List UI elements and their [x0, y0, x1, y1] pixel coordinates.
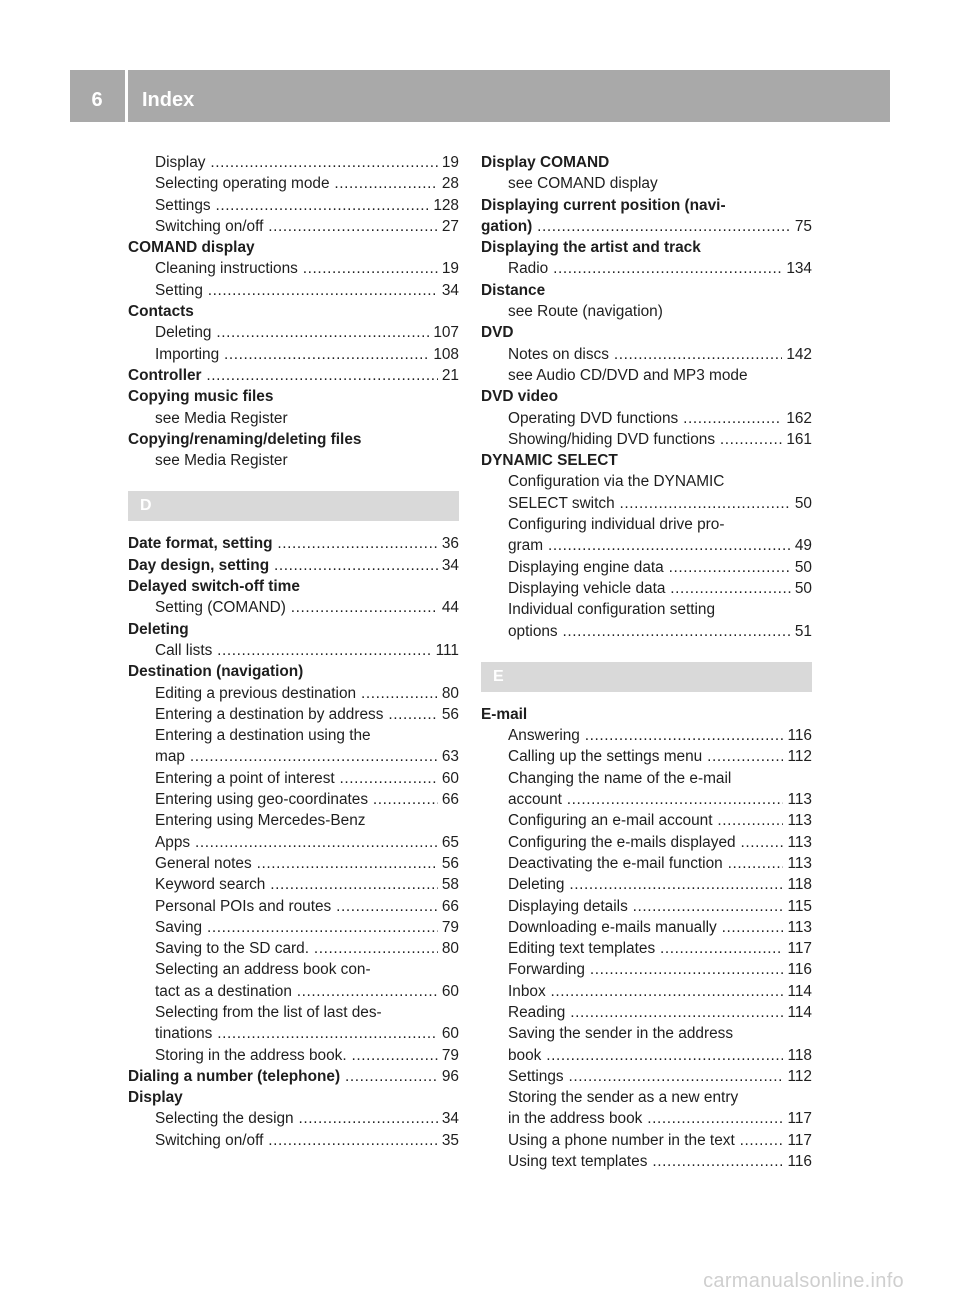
page-ref: 113 [783, 853, 812, 874]
page-ref: 114 [783, 1002, 812, 1023]
page-ref: 79 [438, 917, 459, 938]
entry-text: Controller [128, 366, 202, 384]
page-ref: 66 [438, 896, 459, 917]
page-ref: 79 [438, 1045, 459, 1066]
entry-text: Configuring the e-mails displayed [508, 833, 736, 851]
watermark: carmanualsonline.info [703, 1270, 904, 1292]
page-ref: 36 [438, 533, 459, 554]
index-column-right [481, 152, 812, 1172]
entry-text: DYNAMIC SELECT [481, 452, 618, 470]
letter-heading: E [481, 662, 812, 692]
entry-text: Calling up the settings menu [508, 748, 703, 766]
page-ref: 116 [783, 959, 812, 980]
page-ref: 21 [438, 365, 459, 386]
index-entry [128, 661, 459, 682]
index-entry [128, 1066, 459, 1087]
entry-text: see Audio CD/DVD and MP3 mode [508, 366, 748, 384]
entry-text: Displaying the artist and track [481, 239, 701, 257]
entry-text: Contacts [128, 303, 194, 321]
index-subentry [481, 429, 812, 450]
entry-text: Using text templates [508, 1153, 648, 1171]
page-ref: 60 [438, 768, 459, 789]
entry-text: tinations [155, 1025, 213, 1043]
index-subentry [481, 981, 812, 1002]
index-subentry [128, 959, 459, 980]
page-ref: 161 [782, 429, 812, 450]
entry-text: SELECT switch [508, 494, 615, 512]
index-entry [128, 429, 459, 450]
index-subentry [481, 1130, 812, 1151]
page-ref: 60 [438, 981, 459, 1002]
page-ref: 117 [783, 1108, 812, 1129]
index-subentry [128, 640, 459, 661]
entry-text: Individual configuration setting [508, 601, 716, 619]
page-ref: 142 [782, 344, 812, 365]
page-ref: 134 [782, 258, 812, 279]
entry-text: map [155, 748, 185, 766]
page-ref: 113 [783, 789, 812, 810]
entry-text: Changing the name of the e-mail [508, 769, 732, 787]
index-subentry [128, 344, 459, 365]
page-ref: 113 [783, 832, 812, 853]
entry-text: Configuring an e-mail account [508, 812, 713, 830]
index-subentry [481, 471, 812, 492]
page-ref: 80 [438, 938, 459, 959]
entry-text: Selecting from the list of last des- [155, 1003, 382, 1021]
page-ref: 162 [782, 408, 812, 429]
page-ref: 113 [783, 917, 812, 938]
index-subentry [128, 450, 459, 471]
page-ref: 113 [783, 810, 812, 831]
entry-text: Displaying current position (navi- [481, 196, 726, 214]
page-ref: 49 [791, 535, 812, 556]
page-ref: 58 [438, 874, 459, 895]
page-ref: 34 [438, 280, 459, 301]
index-entry [481, 237, 812, 258]
entry-text: Displaying details [508, 897, 628, 915]
entry-text: Apps [155, 833, 191, 851]
index-subentry [481, 258, 812, 279]
entry-text: Notes on discs [508, 345, 609, 363]
entry-text: Selecting the design [155, 1110, 294, 1128]
entry-text: Using a phone number in the text [508, 1131, 735, 1149]
index-subentry [481, 365, 812, 386]
entry-text: Copying/renaming/deleting files [128, 430, 362, 448]
index-subentry [481, 938, 812, 959]
page-ref: 111 [432, 640, 459, 661]
entry-text: Day design, setting [128, 556, 270, 574]
page-ref: 116 [783, 725, 812, 746]
entry-text: Answering [508, 727, 580, 745]
index-subentry [128, 280, 459, 301]
index-subentry [481, 1151, 812, 1172]
entry-text: Storing in the address book. [155, 1046, 347, 1064]
entry-text: see Route (navigation) [508, 303, 663, 321]
page-ref: 63 [438, 746, 459, 767]
page-header [70, 70, 890, 122]
entry-text: Entering a destination by address [155, 705, 384, 723]
index-subentry [481, 896, 812, 917]
entry-text: Saving to the SD card. [155, 940, 309, 958]
page-ref: 28 [438, 173, 459, 194]
index-subentry [128, 152, 459, 173]
page-ref: 19 [438, 152, 459, 173]
entry-text: Copying music files [128, 388, 274, 406]
index-subentry [481, 768, 812, 789]
index-subentry [481, 746, 812, 767]
page-number: 6 [91, 89, 103, 111]
entry-text: Display COMAND [481, 154, 610, 171]
page-ref: 80 [438, 683, 459, 704]
entry-text: gation) [481, 217, 533, 235]
entry-text: Settings [155, 196, 211, 214]
index-subentry [481, 1066, 812, 1087]
page-ref: 56 [438, 704, 459, 725]
index-subentry [128, 195, 459, 216]
index-subentry [128, 173, 459, 194]
entry-text: Configuring individual drive pro- [508, 516, 725, 534]
index-subentry [128, 981, 459, 1002]
index-subentry [481, 725, 812, 746]
entry-text: Storing the sender as a new entry [508, 1089, 739, 1107]
index-subentry [128, 832, 459, 853]
page-ref: 128 [429, 195, 459, 216]
index-subentry [128, 768, 459, 789]
page-ref: 116 [783, 1151, 812, 1172]
page-ref: 118 [783, 874, 812, 895]
entry-text: DVD video [481, 388, 558, 406]
entry-text: General notes [155, 854, 252, 872]
entry-text: see Media Register [155, 452, 288, 470]
page-ref: 50 [791, 557, 812, 578]
page-ref: 50 [791, 578, 812, 599]
index-subentry [481, 1023, 812, 1044]
index-entry [128, 555, 459, 576]
entry-text: Selecting an address book con- [155, 961, 371, 979]
index-subentry [481, 874, 812, 895]
entry-text: Forwarding [508, 961, 585, 979]
index-entry [481, 386, 812, 407]
index-entry [481, 216, 812, 237]
page-ref: 35 [438, 1130, 459, 1151]
index-subentry [481, 599, 812, 620]
entry-text: Displaying engine data [508, 558, 664, 576]
entry-text: tact as a destination [155, 982, 292, 1000]
entry-text: Call lists [155, 641, 213, 659]
index-subentry [128, 1130, 459, 1151]
index-subentry [481, 557, 812, 578]
index-subentry [128, 597, 459, 618]
index-subentry [128, 917, 459, 938]
index-entry [128, 237, 459, 258]
entry-text: gram [508, 537, 544, 555]
entry-text: Radio [508, 260, 549, 278]
entry-text: Setting (COMAND) [155, 599, 286, 617]
index-subentry [128, 408, 459, 429]
index-subentry [481, 959, 812, 980]
entry-text: Deleting [128, 620, 189, 638]
entry-text: Reading [508, 1003, 566, 1021]
entry-text: Deactivating the e-mail function [508, 854, 723, 872]
entry-text: account [508, 791, 562, 809]
index-subentry [481, 832, 812, 853]
entry-text: Switching on/off [155, 217, 264, 235]
entry-text: Entering using Mercedes-Benz [155, 812, 366, 830]
index-subentry [481, 173, 812, 194]
page-ref: 51 [791, 621, 812, 642]
index-subentry [481, 493, 812, 514]
index-subentry [128, 789, 459, 810]
entry-text: Display [128, 1089, 183, 1107]
entry-text: Setting [155, 281, 203, 299]
index-subentry [481, 1045, 812, 1066]
entry-text: in the address book [508, 1110, 643, 1128]
entry-text: Display [155, 154, 206, 171]
index-subentry [128, 725, 459, 746]
index-subentry [128, 853, 459, 874]
index-subentry [128, 938, 459, 959]
entry-text: see COMAND display [508, 175, 658, 193]
entry-text: Showing/hiding DVD functions [508, 430, 716, 448]
page-ref: 66 [438, 789, 459, 810]
entry-text: Entering using geo-coordinates [155, 791, 369, 809]
page-ref: 75 [791, 216, 812, 237]
index-subentry [128, 1002, 459, 1023]
index-entry [128, 386, 459, 407]
entry-text: Saving the sender in the address [508, 1025, 734, 1043]
page-ref: 112 [783, 1066, 812, 1087]
index-subentry [481, 535, 812, 556]
index-entry [128, 619, 459, 640]
page-ref: 44 [438, 597, 459, 618]
index-subentry [481, 1108, 812, 1129]
entry-text: Dialing a number (telephone) [128, 1067, 341, 1085]
entry-text: Editing a previous destination [155, 684, 357, 702]
page-ref: 96 [438, 1066, 459, 1087]
index-subentry [128, 704, 459, 725]
index-subentry [128, 874, 459, 895]
index-subentry [481, 1002, 812, 1023]
entry-text: Displaying vehicle data [508, 579, 666, 597]
entry-text: Destination (navigation) [128, 663, 304, 681]
index-subentry [128, 322, 459, 343]
index-entry [128, 533, 459, 554]
page-ref: 60 [438, 1023, 459, 1044]
page-ref: 65 [438, 832, 459, 853]
header-divider [125, 70, 128, 122]
index-entry [481, 450, 812, 471]
page-ref: 56 [438, 853, 459, 874]
entry-text: Importing [155, 345, 220, 363]
page-ref: 112 [783, 746, 812, 767]
index-subentry [128, 216, 459, 237]
entry-text: Downloading e-mails manually [508, 918, 717, 936]
index-subentry [128, 1108, 459, 1129]
index-subentry [481, 344, 812, 365]
entry-text: Personal POIs and routes [155, 897, 332, 915]
index-subentry [128, 746, 459, 767]
page-ref: 34 [438, 555, 459, 576]
index-subentry [481, 578, 812, 599]
index-entry [481, 195, 812, 216]
page-ref: 117 [783, 938, 812, 959]
page-ref: 115 [783, 896, 812, 917]
entry-text: see Media Register [155, 409, 288, 427]
page-ref: 117 [783, 1130, 812, 1151]
index-subentry [481, 853, 812, 874]
index-entry [481, 704, 812, 725]
page-ref: 108 [429, 344, 459, 365]
page-ref: 107 [429, 322, 459, 343]
entry-text: DVD [481, 324, 514, 342]
entry-text: Saving [155, 918, 203, 936]
section-title: Index [142, 89, 195, 111]
entry-text: Editing text templates [508, 940, 656, 958]
index-subentry [128, 1023, 459, 1044]
index-subentry [128, 896, 459, 917]
entry-text: Deleting [508, 876, 565, 894]
letter-heading: D [128, 491, 459, 521]
entry-text: E-mail [481, 705, 528, 723]
entry-text: Inbox [508, 982, 546, 1000]
page-ref: 118 [783, 1045, 812, 1066]
index-entry [128, 365, 459, 386]
index-subentry [128, 1045, 459, 1066]
page-ref: 19 [438, 258, 459, 279]
index-subentry [481, 789, 812, 810]
page-ref: 27 [438, 216, 459, 237]
index-entry [128, 576, 459, 597]
entry-text: Keyword search [155, 876, 266, 894]
entry-text: book [508, 1046, 542, 1064]
entry-text: Operating DVD functions [508, 409, 679, 427]
entry-text: Deleting [155, 324, 212, 342]
index-entry [128, 1087, 459, 1108]
index-subentry [481, 408, 812, 429]
entry-text: Entering a destination using the [155, 727, 371, 745]
page-ref: 50 [791, 493, 812, 514]
index-entry [481, 280, 812, 301]
entry-text: COMAND display [128, 239, 255, 257]
entry-text: Settings [508, 1067, 564, 1085]
index-subentry [481, 1087, 812, 1108]
index-subentry [481, 917, 812, 938]
entry-text: Distance [481, 281, 546, 299]
index-entry [481, 322, 812, 343]
page-ref: 114 [783, 981, 812, 1002]
index-subentry [128, 810, 459, 831]
index-column-left [128, 152, 459, 1151]
index-subentry [481, 810, 812, 831]
index-subentry [128, 683, 459, 704]
entry-text: Cleaning instructions [155, 260, 298, 278]
entry-text: Delayed switch-off time [128, 578, 300, 596]
entry-text: Switching on/off [155, 1131, 264, 1149]
index-subentry [481, 301, 812, 322]
index-subentry [481, 514, 812, 535]
entry-text: Entering a point of interest [155, 769, 335, 787]
index-entry [128, 301, 459, 322]
entry-text: Date format, setting [128, 535, 273, 553]
page-ref: 34 [438, 1108, 459, 1129]
index-subentry [128, 258, 459, 279]
entry-text: options [508, 622, 558, 640]
entry-text: Configuration via the DYNAMIC [508, 473, 725, 491]
index-entry [481, 152, 812, 173]
index-subentry [481, 621, 812, 642]
entry-text: Selecting operating mode [155, 175, 330, 193]
